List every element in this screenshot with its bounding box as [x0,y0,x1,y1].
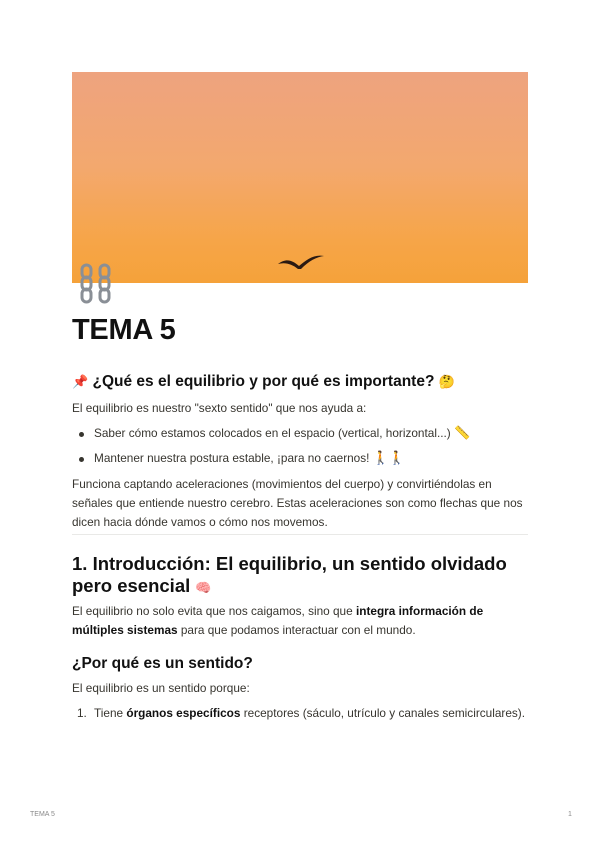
section-heading-equilibrio [72,373,455,391]
list-item [72,424,528,443]
pin-icon: 📌 [72,375,89,390]
bold-text: órganos específicos [126,706,241,720]
list-item-text: Mantener nuestra postura estable, ¡para no caernos! [94,451,370,465]
ruler-icon: 📏 [453,426,471,441]
walking-person-icon: 🚶🚶 [372,451,406,466]
bullet-dot [79,457,84,462]
list-item-text: Saber cómo estamos colocados en el espacio (vertical, horizontal...) [94,426,451,440]
page-title: TEMA 5 [72,314,176,346]
page-number: 1 [568,811,572,818]
body-paragraph: Funciona captando aceleraciones (movimientos del cuerpo) y convirtiéndolas en señales que entiende nuestro cerebro. Estas aceleraciones son como flechas que nos dicen hacia dónde vamos o cómo nos movemos. [72,477,523,529]
section-heading-sentido: ¿Por qué es un sentido? [72,655,253,672]
list-item [72,449,528,468]
chains-icon [78,263,114,305]
brain-icon: 🧠 [195,581,212,596]
footer-title: TEMA 5 [30,811,55,818]
thinking-face-icon: 🤔 [438,375,455,390]
numbered-list [72,704,528,723]
body-paragraph: El equilibrio no solo evita que nos caigamos, sino que integra información de múltiples sistemas para que podamos interactuar con el mundo. [72,604,484,637]
bullet-list [72,424,528,474]
list-number: 1. [77,706,87,720]
intro-paragraph: El equilibrio es un sentido porque: [72,681,250,695]
heading-text: ¿Qué es el equilibrio y por qué es importante? [92,373,435,390]
intro-paragraph: El equilibrio es nuestro "sexto sentido" que nos ayuda a: [72,401,367,415]
bold-text: integra información de múltiples sistemas [72,604,484,637]
bullet-dot [79,432,84,437]
heading-text: 1. Introducción: El equilibrio, un sentido olvidado pero esencial [72,553,507,596]
list-item: 1. Tiene órganos específicos receptores (sáculo, utrículo y canales semicirculares). [72,704,528,723]
divider [72,534,528,535]
seagull-icon [276,252,326,274]
section-heading-introduccion [72,553,528,600]
